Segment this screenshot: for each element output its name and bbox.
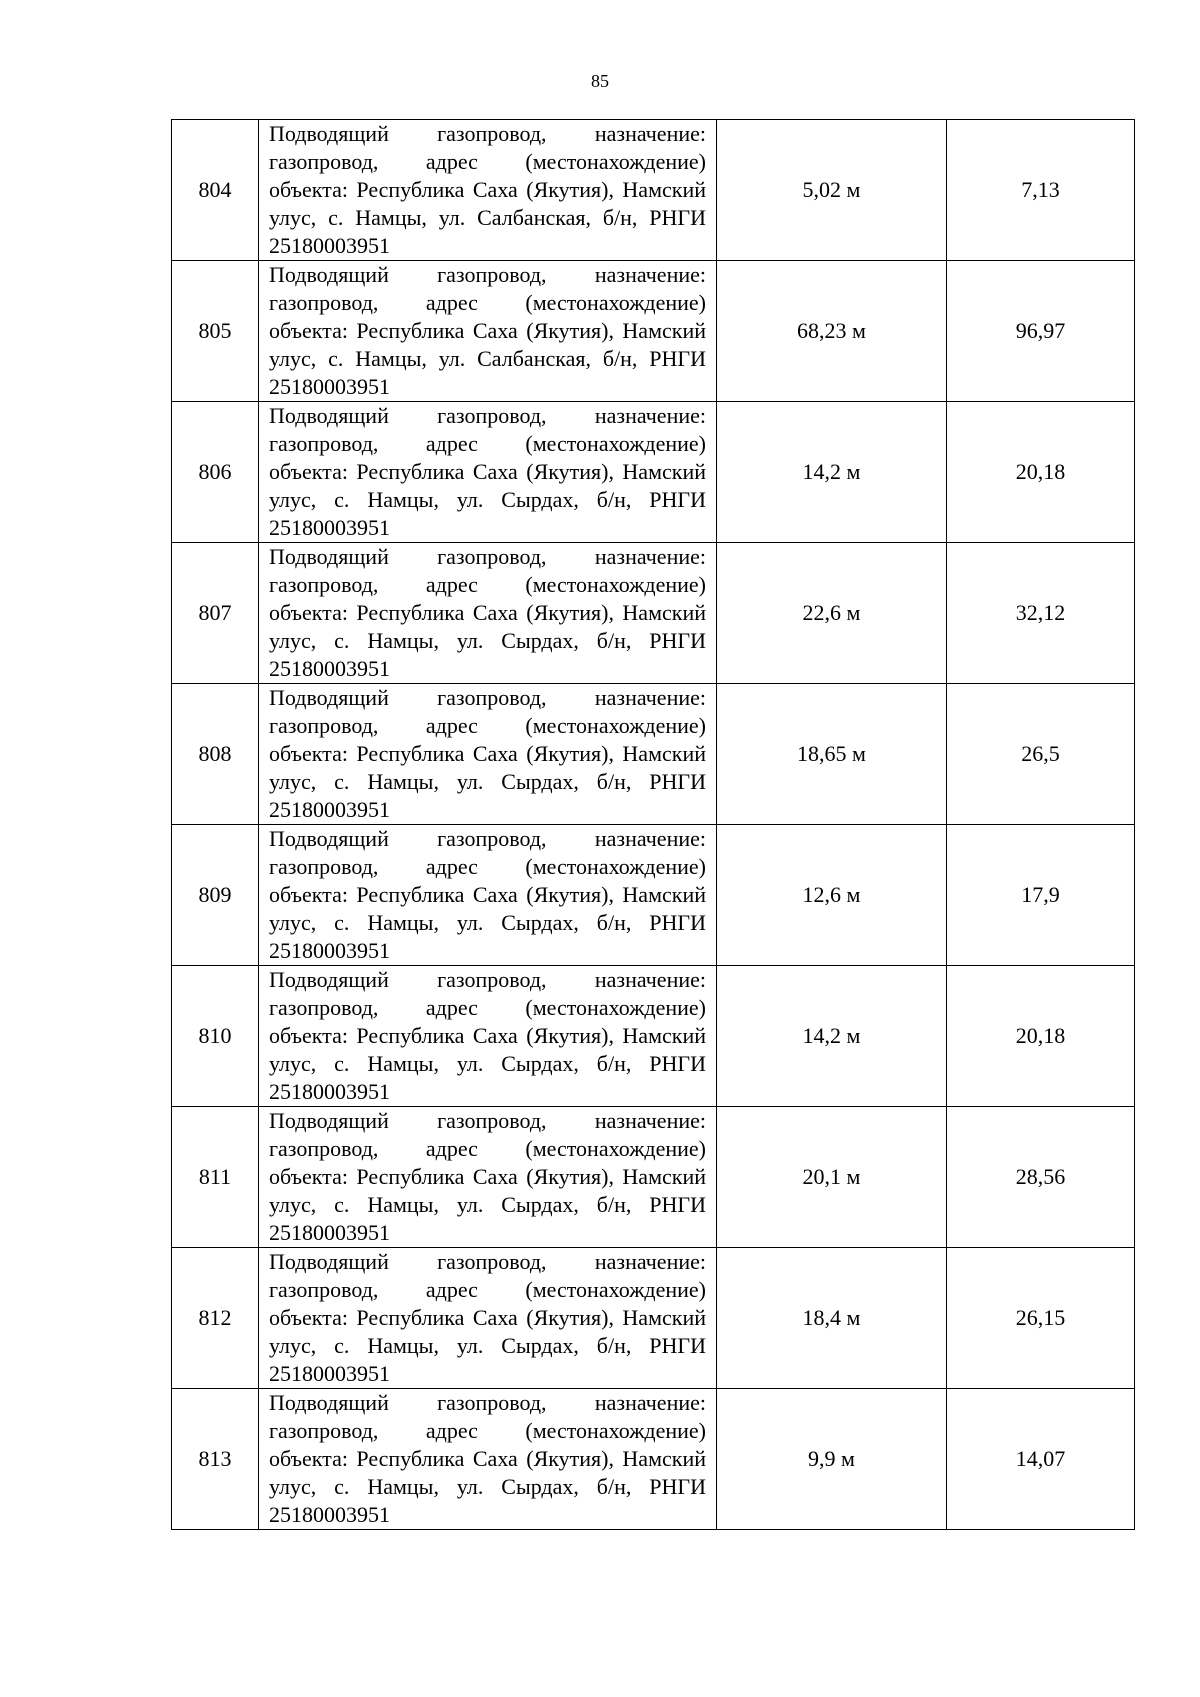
row-number: 811 [172,1107,259,1248]
object-value: 28,56 [947,1107,1135,1248]
object-description [259,1107,717,1248]
table-row [172,1389,1135,1530]
page-number: 85 [591,71,609,91]
table-row [172,543,1135,684]
object-value: 26,15 [947,1248,1135,1389]
object-length: 20,1 м [717,1107,947,1248]
table-row [172,1248,1135,1389]
object-description-text: Подводящий газопровод, назначение: газопровод, адрес (местонахождение) объекта: Республика Саха (Якутия), Намский улус, с. Намцы, ул. Сырдах, б/н, РНГИ 25180003951 [269,403,706,540]
row-number: 804 [172,120,259,261]
object-value: 7,13 [947,120,1135,261]
table-row [172,120,1135,261]
object-description-text: Подводящий газопровод, назначение: газопровод, адрес (местонахождение) объекта: Республика Саха (Якутия), Намский улус, с. Намцы, ул. Сырдах, б/н, РНГИ 25180003951 [269,826,706,963]
object-length: 9,9 м [717,1389,947,1530]
table-row [172,966,1135,1107]
object-value: 17,9 [947,825,1135,966]
object-length: 12,6 м [717,825,947,966]
table-row [172,402,1135,543]
row-number: 807 [172,543,259,684]
registry-table [171,119,1135,1530]
object-description [259,684,717,825]
object-length: 5,02 м [717,120,947,261]
object-description-text: Подводящий газопровод, назначение: газопровод, адрес (местонахождение) объекта: Республика Саха (Якутия), Намский улус, с. Намцы, ул. Салбанская, б/н, РНГИ 25180003951 [269,121,706,258]
row-number: 809 [172,825,259,966]
table-row [172,825,1135,966]
object-value: 20,18 [947,966,1135,1107]
object-length: 14,2 м [717,402,947,543]
object-description [259,402,717,543]
object-description [259,1389,717,1530]
object-description [259,120,717,261]
table-row [172,1107,1135,1248]
object-length: 68,23 м [717,261,947,402]
row-number: 805 [172,261,259,402]
table-row [172,261,1135,402]
object-value: 96,97 [947,261,1135,402]
object-length: 18,65 м [717,684,947,825]
object-length: 14,2 м [717,966,947,1107]
object-description-text: Подводящий газопровод, назначение: газопровод, адрес (местонахождение) объекта: Республика Саха (Якутия), Намский улус, с. Намцы, ул. Сырдах, б/н, РНГИ 25180003951 [269,685,706,822]
row-number: 810 [172,966,259,1107]
object-description-text: Подводящий газопровод, назначение: газопровод, адрес (местонахождение) объекта: Республика Саха (Якутия), Намский улус, с. Намцы, ул. Салбанская, б/н, РНГИ 25180003951 [269,262,706,399]
object-length: 18,4 м [717,1248,947,1389]
object-description [259,966,717,1107]
object-description [259,261,717,402]
object-value: 32,12 [947,543,1135,684]
object-length: 22,6 м [717,543,947,684]
object-description-text: Подводящий газопровод, назначение: газопровод, адрес (местонахождение) объекта: Республика Саха (Якутия), Намский улус, с. Намцы, ул. Сырдах, б/н, РНГИ 25180003951 [269,1108,706,1245]
object-description-text: Подводящий газопровод, назначение: газопровод, адрес (местонахождение) объекта: Республика Саха (Якутия), Намский улус, с. Намцы, ул. Сырдах, б/н, РНГИ 25180003951 [269,544,706,681]
row-number: 813 [172,1389,259,1530]
object-description-text: Подводящий газопровод, назначение: газопровод, адрес (местонахождение) объекта: Республика Саха (Якутия), Намский улус, с. Намцы, ул. Сырдах, б/н, РНГИ 25180003951 [269,967,706,1104]
object-description-text: Подводящий газопровод, назначение: газопровод, адрес (местонахождение) объекта: Республика Саха (Якутия), Намский улус, с. Намцы, ул. Сырдах, б/н, РНГИ 25180003951 [269,1390,706,1527]
object-description [259,543,717,684]
object-description-text: Подводящий газопровод, назначение: газопровод, адрес (местонахождение) объекта: Республика Саха (Якутия), Намский улус, с. Намцы, ул. Сырдах, б/н, РНГИ 25180003951 [269,1249,706,1386]
object-description [259,825,717,966]
row-number: 808 [172,684,259,825]
row-number: 812 [172,1248,259,1389]
object-value: 26,5 [947,684,1135,825]
object-value: 14,07 [947,1389,1135,1530]
row-number: 806 [172,402,259,543]
object-description [259,1248,717,1389]
table-body [172,120,1135,1530]
object-value: 20,18 [947,402,1135,543]
table-row [172,684,1135,825]
